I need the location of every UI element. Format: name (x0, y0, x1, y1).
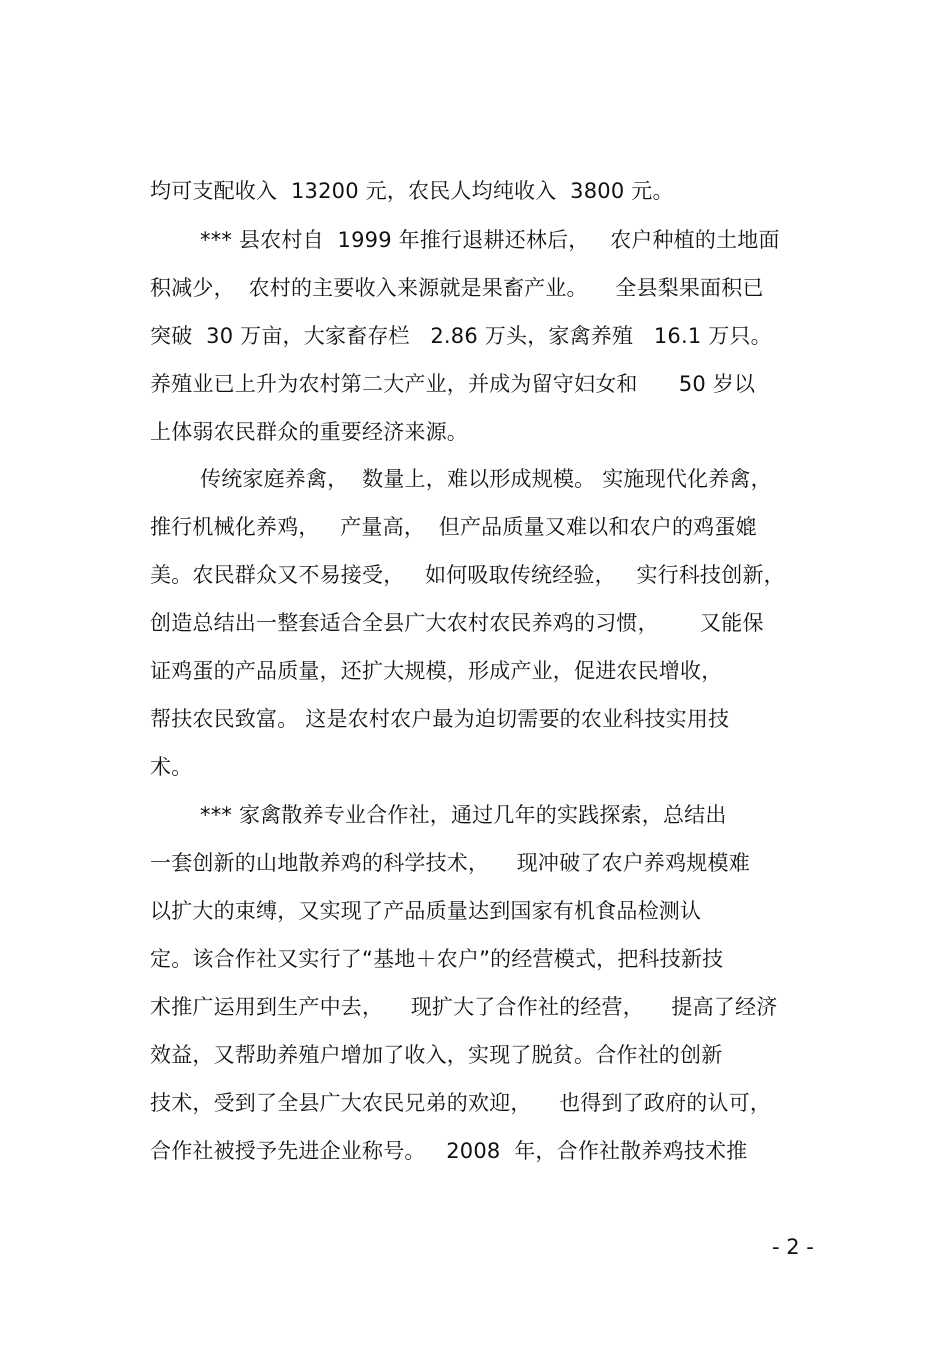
text-line-20: 技术，受到了全县广大农民兄弟的欢迎， 也得到了政府的认可， (150, 1091, 772, 1115)
text-line-10: 创造总结出一整套适合全县广大农村农民养鸡的习惯， 又能保 (150, 611, 764, 635)
text-line-16: 以扩大的束缚，又实现了产品质量达到国家有机食品检测认 (150, 899, 702, 923)
text-line-17: 定。该合作社又实行了“基地＋农户”的经营模式，把科技新技 (150, 947, 724, 971)
text-line-12: 帮扶农民致富。 这是农村农户最为迫切需要的农业科技实用技 (150, 707, 730, 731)
text-line-11: 证鸡蛋的产品质量，还扩大规模，形成产业，促进农民增收， (150, 659, 723, 683)
text-line-19: 效益，又帮助养殖户增加了收入，实现了脱贫。合作社的创新 (150, 1043, 723, 1067)
text-line-4: 突破 30 万亩，大家畜存栏 2.86 万头，家禽养殖 16.1 万只。 (150, 324, 772, 348)
text-line-18: 术推广运用到生产中去， 现扩大了合作社的经营， 提高了经济 (150, 995, 778, 1019)
text-line-8: 推行机械化养鸡， 产量高， 但产品质量又难以和农户的鸡蛋媲 (150, 515, 757, 539)
page-number: - 2 - (772, 1235, 814, 1259)
text-line-9: 美。农民群众又不易接受， 如何吸取传统经验， 实行科技创新， (150, 563, 785, 587)
text-line-2: *** 县农村自 1999 年推行退耕还林后， 农户种植的土地面 (200, 228, 780, 252)
text-line-6: 上体弱农民群众的重要经济来源。 (150, 420, 468, 444)
text-line-1: 均可支配收入 13200 元，农民人均纯收入 3800 元。 (150, 179, 674, 203)
text-line-21: 合作社被授予先进企业称号。 2008 年，合作社散养鸡技术推 (150, 1139, 748, 1163)
text-line-5: 养殖业已上升为农村第二大产业，并成为留守妇女和 50 岁以 (150, 372, 756, 396)
text-line-3: 积减少， 农村的主要收入来源就是果畜产业。 全县梨果面积已 (150, 276, 764, 300)
text-line-7: 传统家庭养禽， 数量上，难以形成规模。 实施现代化养禽， (200, 467, 772, 491)
text-line-14: *** 家禽散养专业合作社，通过几年的实践探索，总结出 (200, 803, 727, 827)
text-line-15: 一套创新的山地散养鸡的科学技术， 现冲破了农户养鸡规模难 (150, 851, 750, 875)
text-line-13: 术。 (150, 755, 193, 779)
